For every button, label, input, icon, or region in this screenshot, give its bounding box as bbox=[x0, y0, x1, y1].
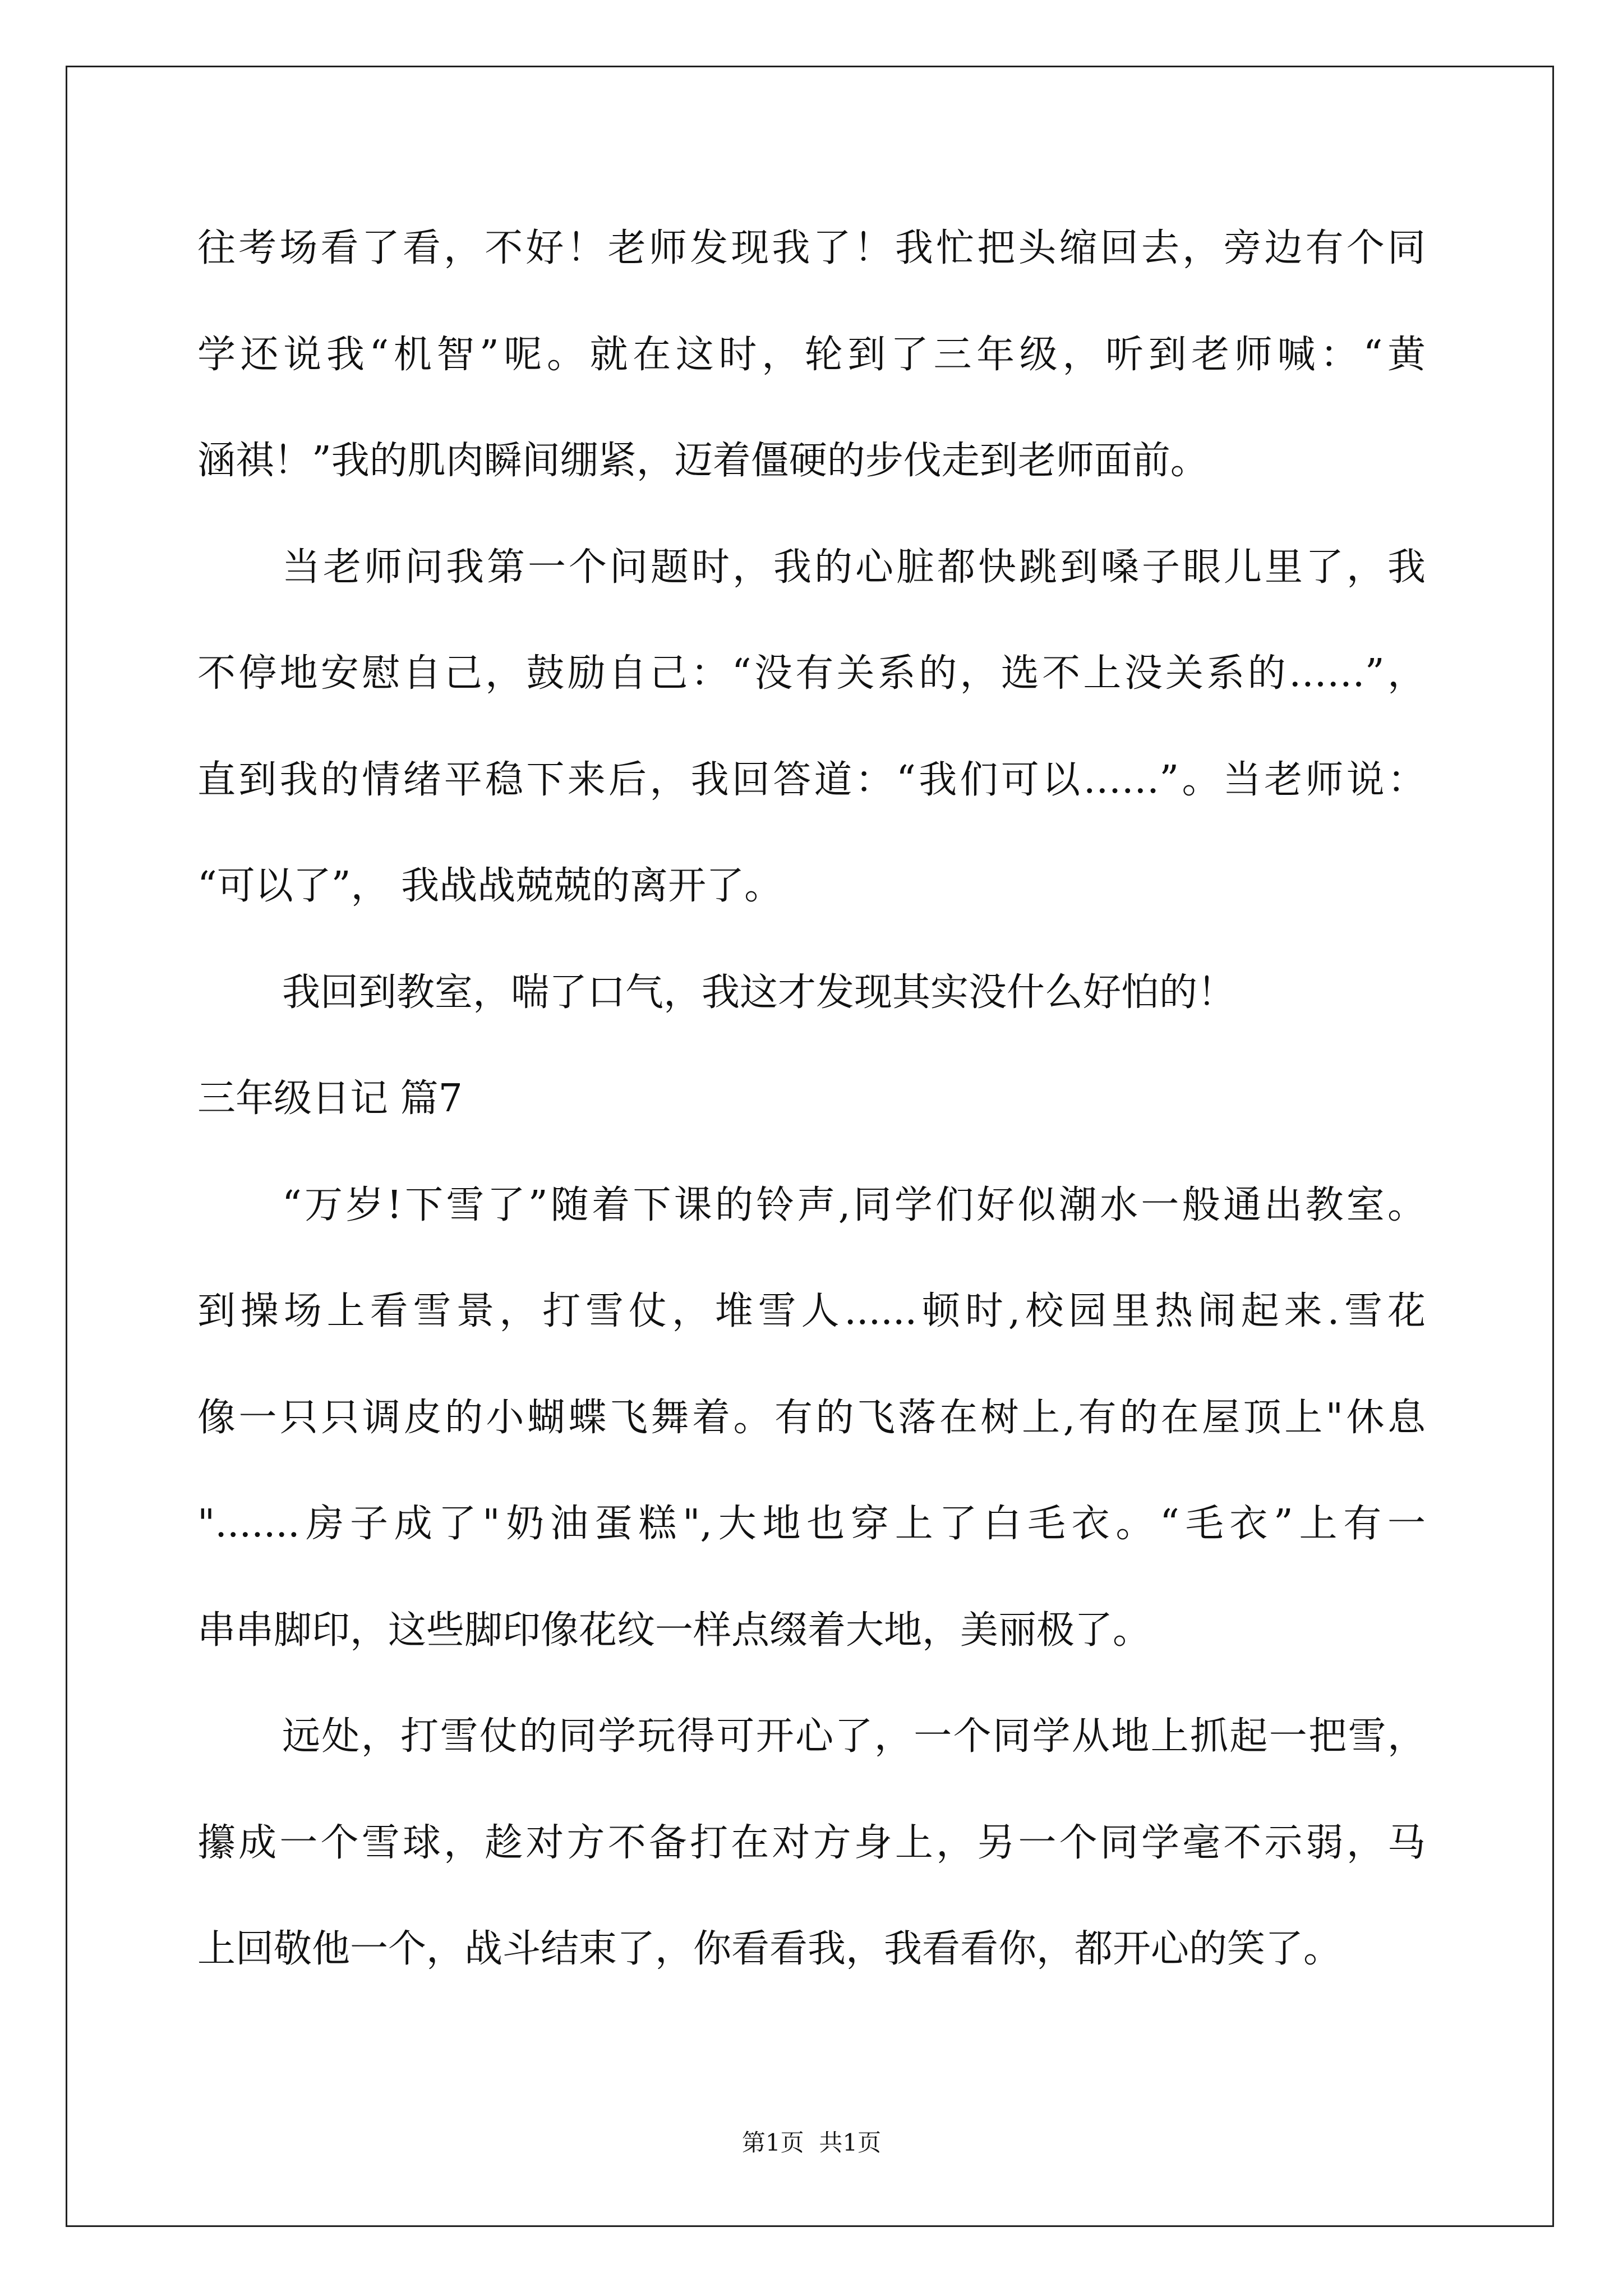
paragraph bbox=[197, 940, 1426, 1046]
text-line: 涵祺！”我的肌肉瞬间绷紧，迈着僵硬的步伐走到老师面前。 bbox=[197, 439, 1209, 483]
text-line: 串串脚印，这些脚印像花纹一样点缀着大地，美丽极了。 bbox=[197, 1608, 1151, 1653]
text-line: 远处，打雪仗的同学玩得可开心了，一个同学从地上抓起一把雪， bbox=[282, 1714, 1426, 1759]
text-line: 到操场上看雪景，打雪仗，堆雪人......顿时,校园里热闹起来.雪花 bbox=[197, 1289, 1426, 1333]
paragraph-continued bbox=[197, 195, 1426, 514]
paragraph bbox=[197, 1152, 1426, 1684]
text-line: 学还说我“机智”呢。就在这时，轮到了三年级，听到老师喊：“黄 bbox=[197, 332, 1426, 377]
document-body bbox=[197, 195, 1426, 2003]
text-line: “万岁!下雪了”随着下课的铃声,同学们好似潮水一般通出教室。 bbox=[282, 1182, 1426, 1227]
section-heading: 三年级日记 篇7 bbox=[197, 1076, 463, 1121]
text-line: 当老师问我第一个问题时，我的心脏都快跳到嗓子眼儿里了，我 bbox=[282, 545, 1426, 590]
text-line: 往考场看了看，不好！老师发现我了！我忙把头缩回去，旁边有个同 bbox=[197, 226, 1426, 270]
paragraph bbox=[197, 1683, 1426, 2003]
paragraph bbox=[197, 514, 1426, 940]
text-line: 攥成一个雪球，趁对方不备打在对方身上，另一个同学毫不示弱，马 bbox=[197, 1820, 1426, 1865]
text-line: 像一只只调皮的小蝴蝶飞舞着。有的飞落在树上,有的在屋顶上"休息 bbox=[197, 1395, 1426, 1440]
text-line: 直到我的情绪平稳下来后，我回答道：“我们可以……”。当老师说： bbox=[197, 757, 1426, 802]
text-line: 不停地安慰自己，鼓励自己：“没有关系的，选不上没关系的……”， bbox=[197, 651, 1426, 696]
page-footer: 第1页 共1页 bbox=[741, 2129, 882, 2156]
text-line: ".......房子成了"奶油蛋糕",大地也穿上了白毛衣。“毛衣”上有一 bbox=[197, 1502, 1426, 1546]
text-line: 上回敬他一个，战斗结束了，你看看我，我看看你，都开心的笑了。 bbox=[197, 1927, 1342, 1971]
text-line: 我回到教室，喘了口气，我这才发现其实没什么好怕的！ bbox=[282, 970, 1236, 1015]
text-line: “可以了”， 我战战兢兢的离开了。 bbox=[197, 864, 783, 908]
